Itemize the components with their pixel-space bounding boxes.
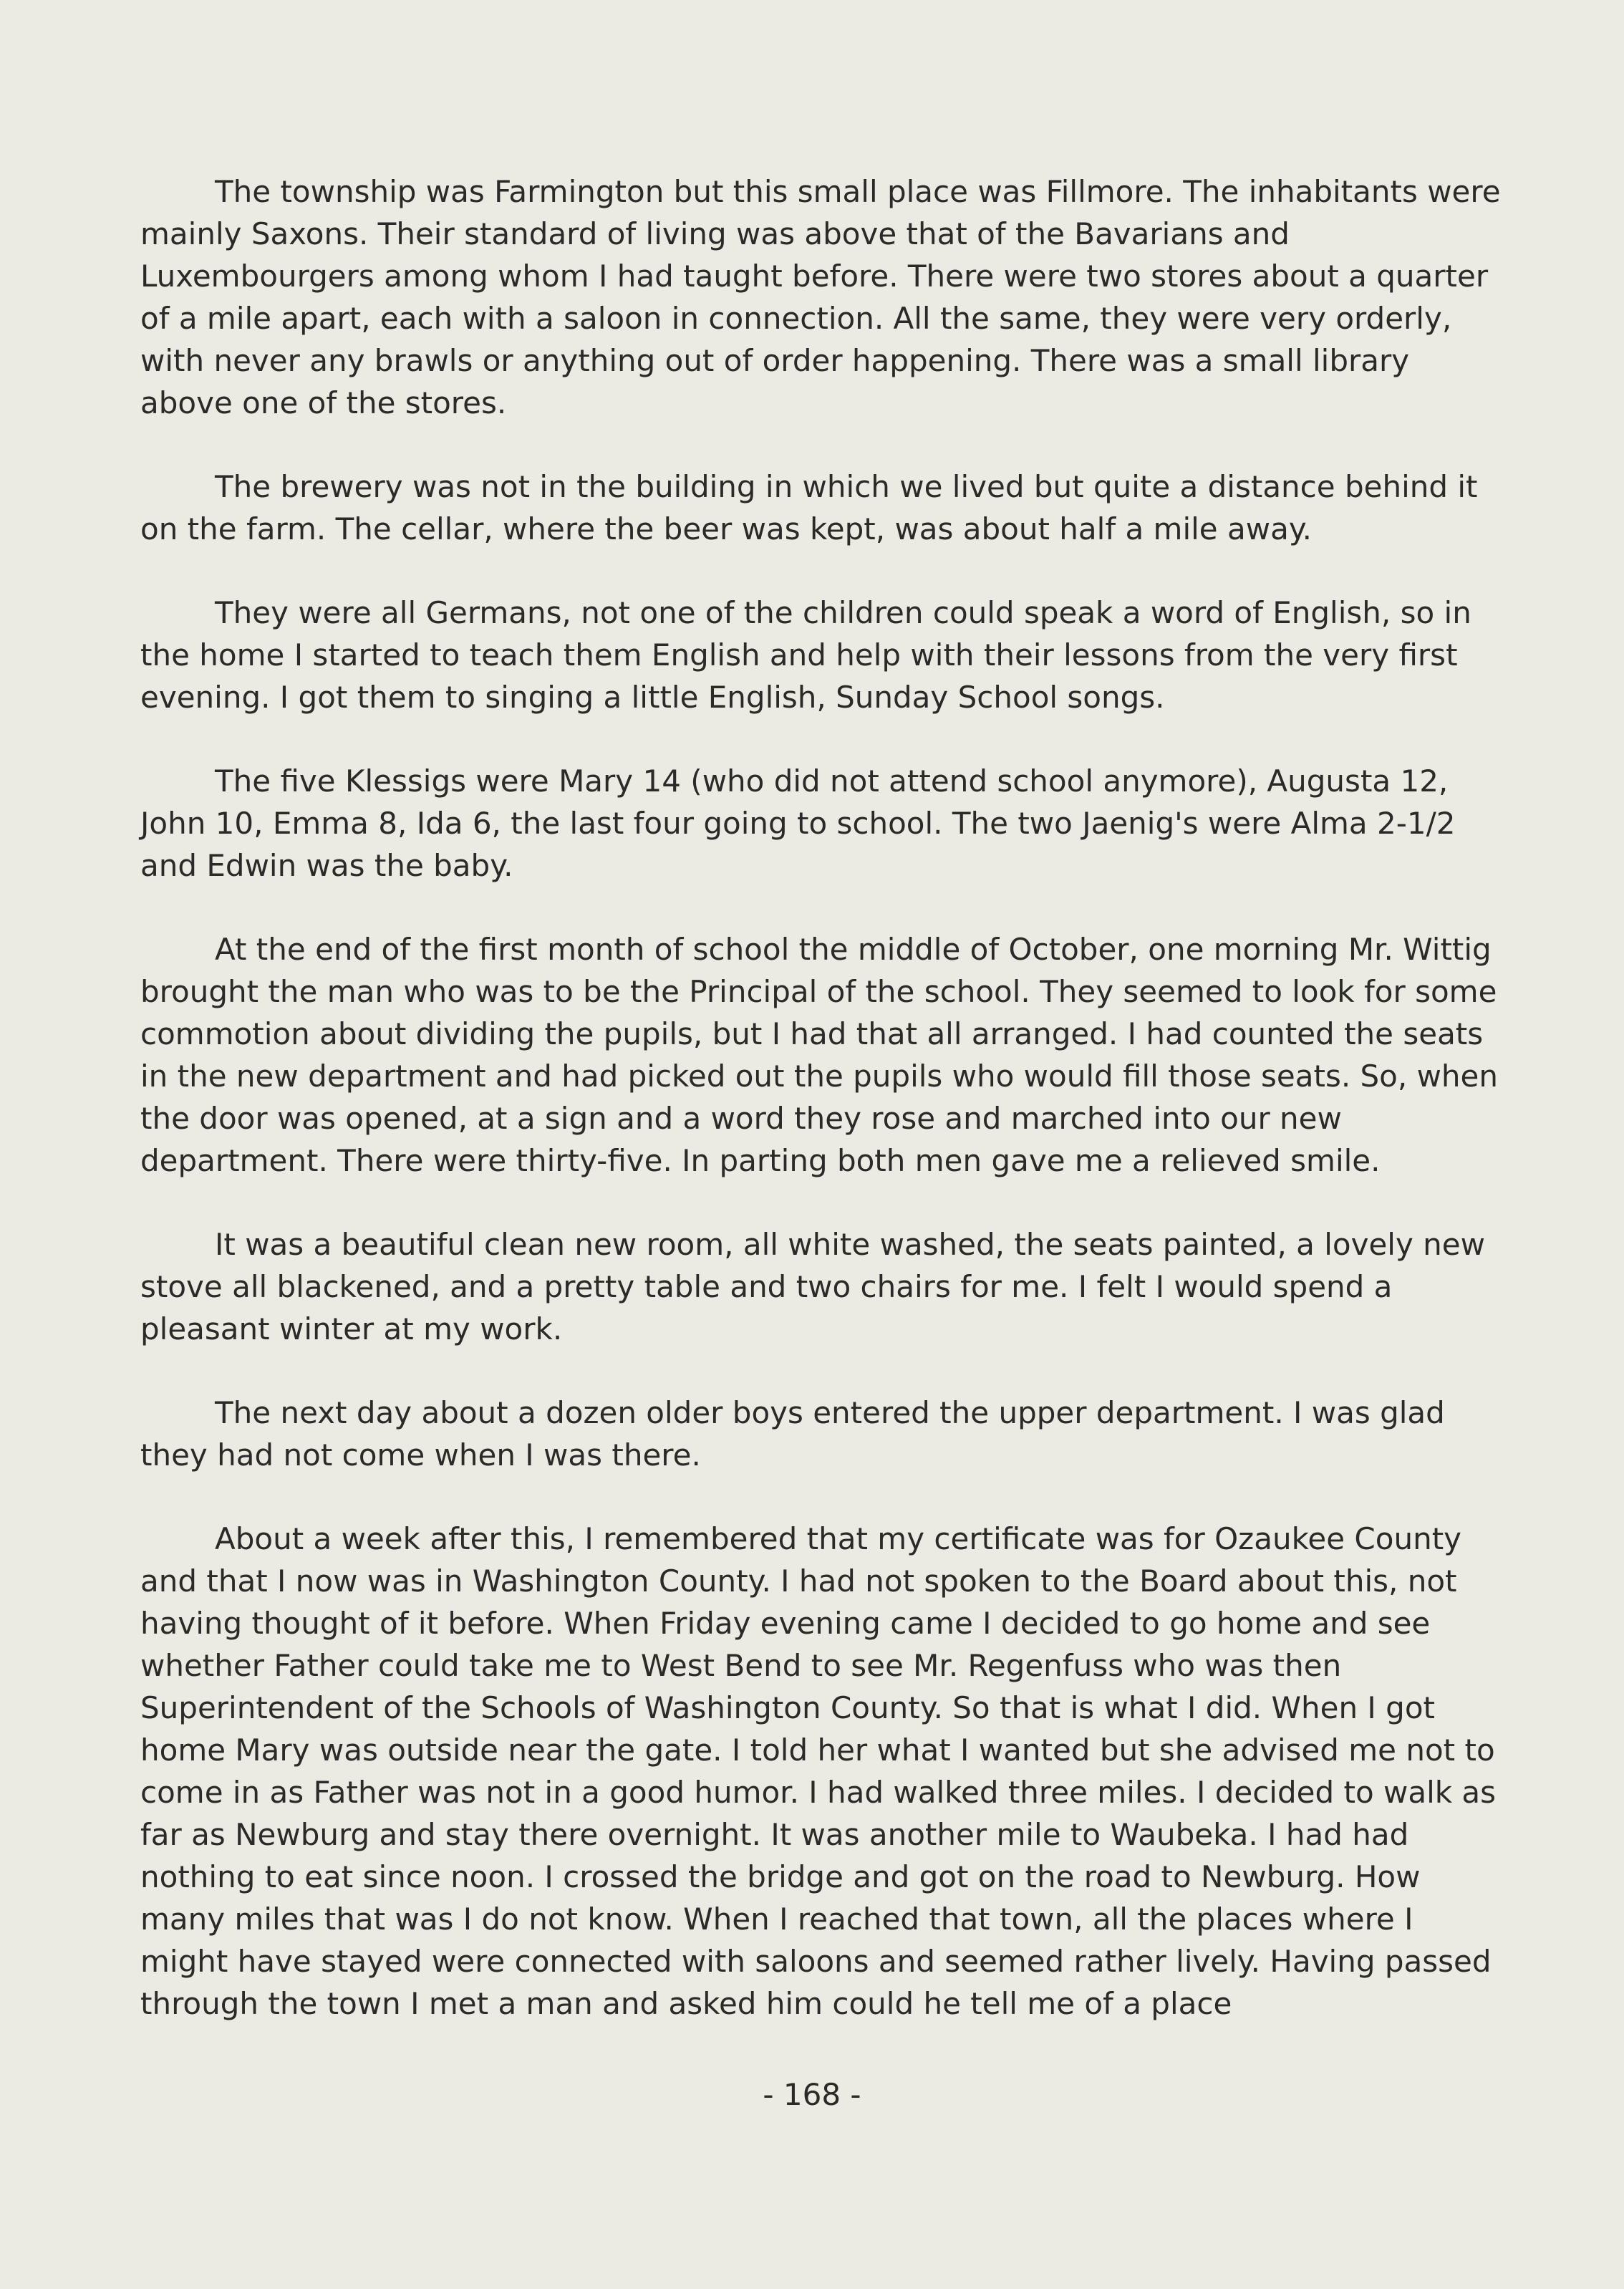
page-number: - 168 - bbox=[763, 2077, 861, 2112]
paragraph-5: At the end of the first month of school the middle of October, one morning Mr. Wittig brought the man who was to be the Principal of the school. They seemed to look for some commotion about dividing the pupils, but I had that all arranged. I had counted the seats in the new department and had picked out the pupils who would fill those seats. So, when the door was opened, at a sign and a word they rose and marched into our new department. There were thirty-five. In parting both men gave me a relieved smile. bbox=[140, 932, 1499, 1178]
paragraph-7: The next day about a dozen older boys entered the upper department. I was glad they had not come when I was there. bbox=[140, 1395, 1445, 1473]
paragraph-3: They were all Germans, not one of the children could speak a word of English, so in the home I started to teach them English and help with their lessons from the very first evening. I got them to singing a little English, Sunday School songs. bbox=[140, 595, 1471, 715]
paragraph-4: The five Klessigs were Mary 14 (who did not attend school anymore), Augusta 12, John 10, Emma 8, Ida 6, the last four going to school. The two Jaenig's were Alma 2-1/2 and Edwin was the baby. bbox=[140, 763, 1456, 883]
paragraph-2: The brewery was not in the building in which we lived but quite a distance behind it on the farm. The cellar, where the beer was kept, was about half a mile away. bbox=[140, 469, 1478, 546]
paragraph-8: About a week after this, I remembered that my certificate was for Ozaukee County and that I now was in Washington County. I had not spoken to the Board about this, not having thought of it before. When Friday evening came I decided to go home and see whether Father could take me to West Bend to see Mr. Regenfuss who was then Superintendent of the Schools of Washington County. So that is what I did. When I got home Mary was outside near the gate. I told her what I wanted but she advised me not to come in as Father was not in a good humor. I had walked three miles. I decided to walk as far as Newburg and stay there overnight. It was another mile to Waubeka. I had had nothing to eat since noon. I crossed the bridge and got on the road to Newburg. How many miles that was I do not know. When I reached that town, all the places where I might have stayed were connected with saloons and seemed rather lively. Having passed through the town I met a man and asked him could he tell me of a place bbox=[140, 1521, 1497, 2021]
body-text bbox=[140, 170, 1504, 2025]
paragraph-6: It was a beautiful clean new room, all white washed, the seats painted, a lovely new stove all blackened, and a pretty table and two chairs for me. I felt I would spend a pleasant winter at my work. bbox=[140, 1227, 1485, 1346]
paragraph-1: The township was Farmington but this small place was Fillmore. The inhabitants were mainly Saxons. Their standard of living was above that of the Bavarians and Luxembourgers among whom I had taught before. There were two stores about a quarter of a mile apart, each with a saloon in connection. All the same, they were very orderly, with never any brawls or anything out of order happening. There was a small library above one of the stores. bbox=[140, 174, 1501, 420]
